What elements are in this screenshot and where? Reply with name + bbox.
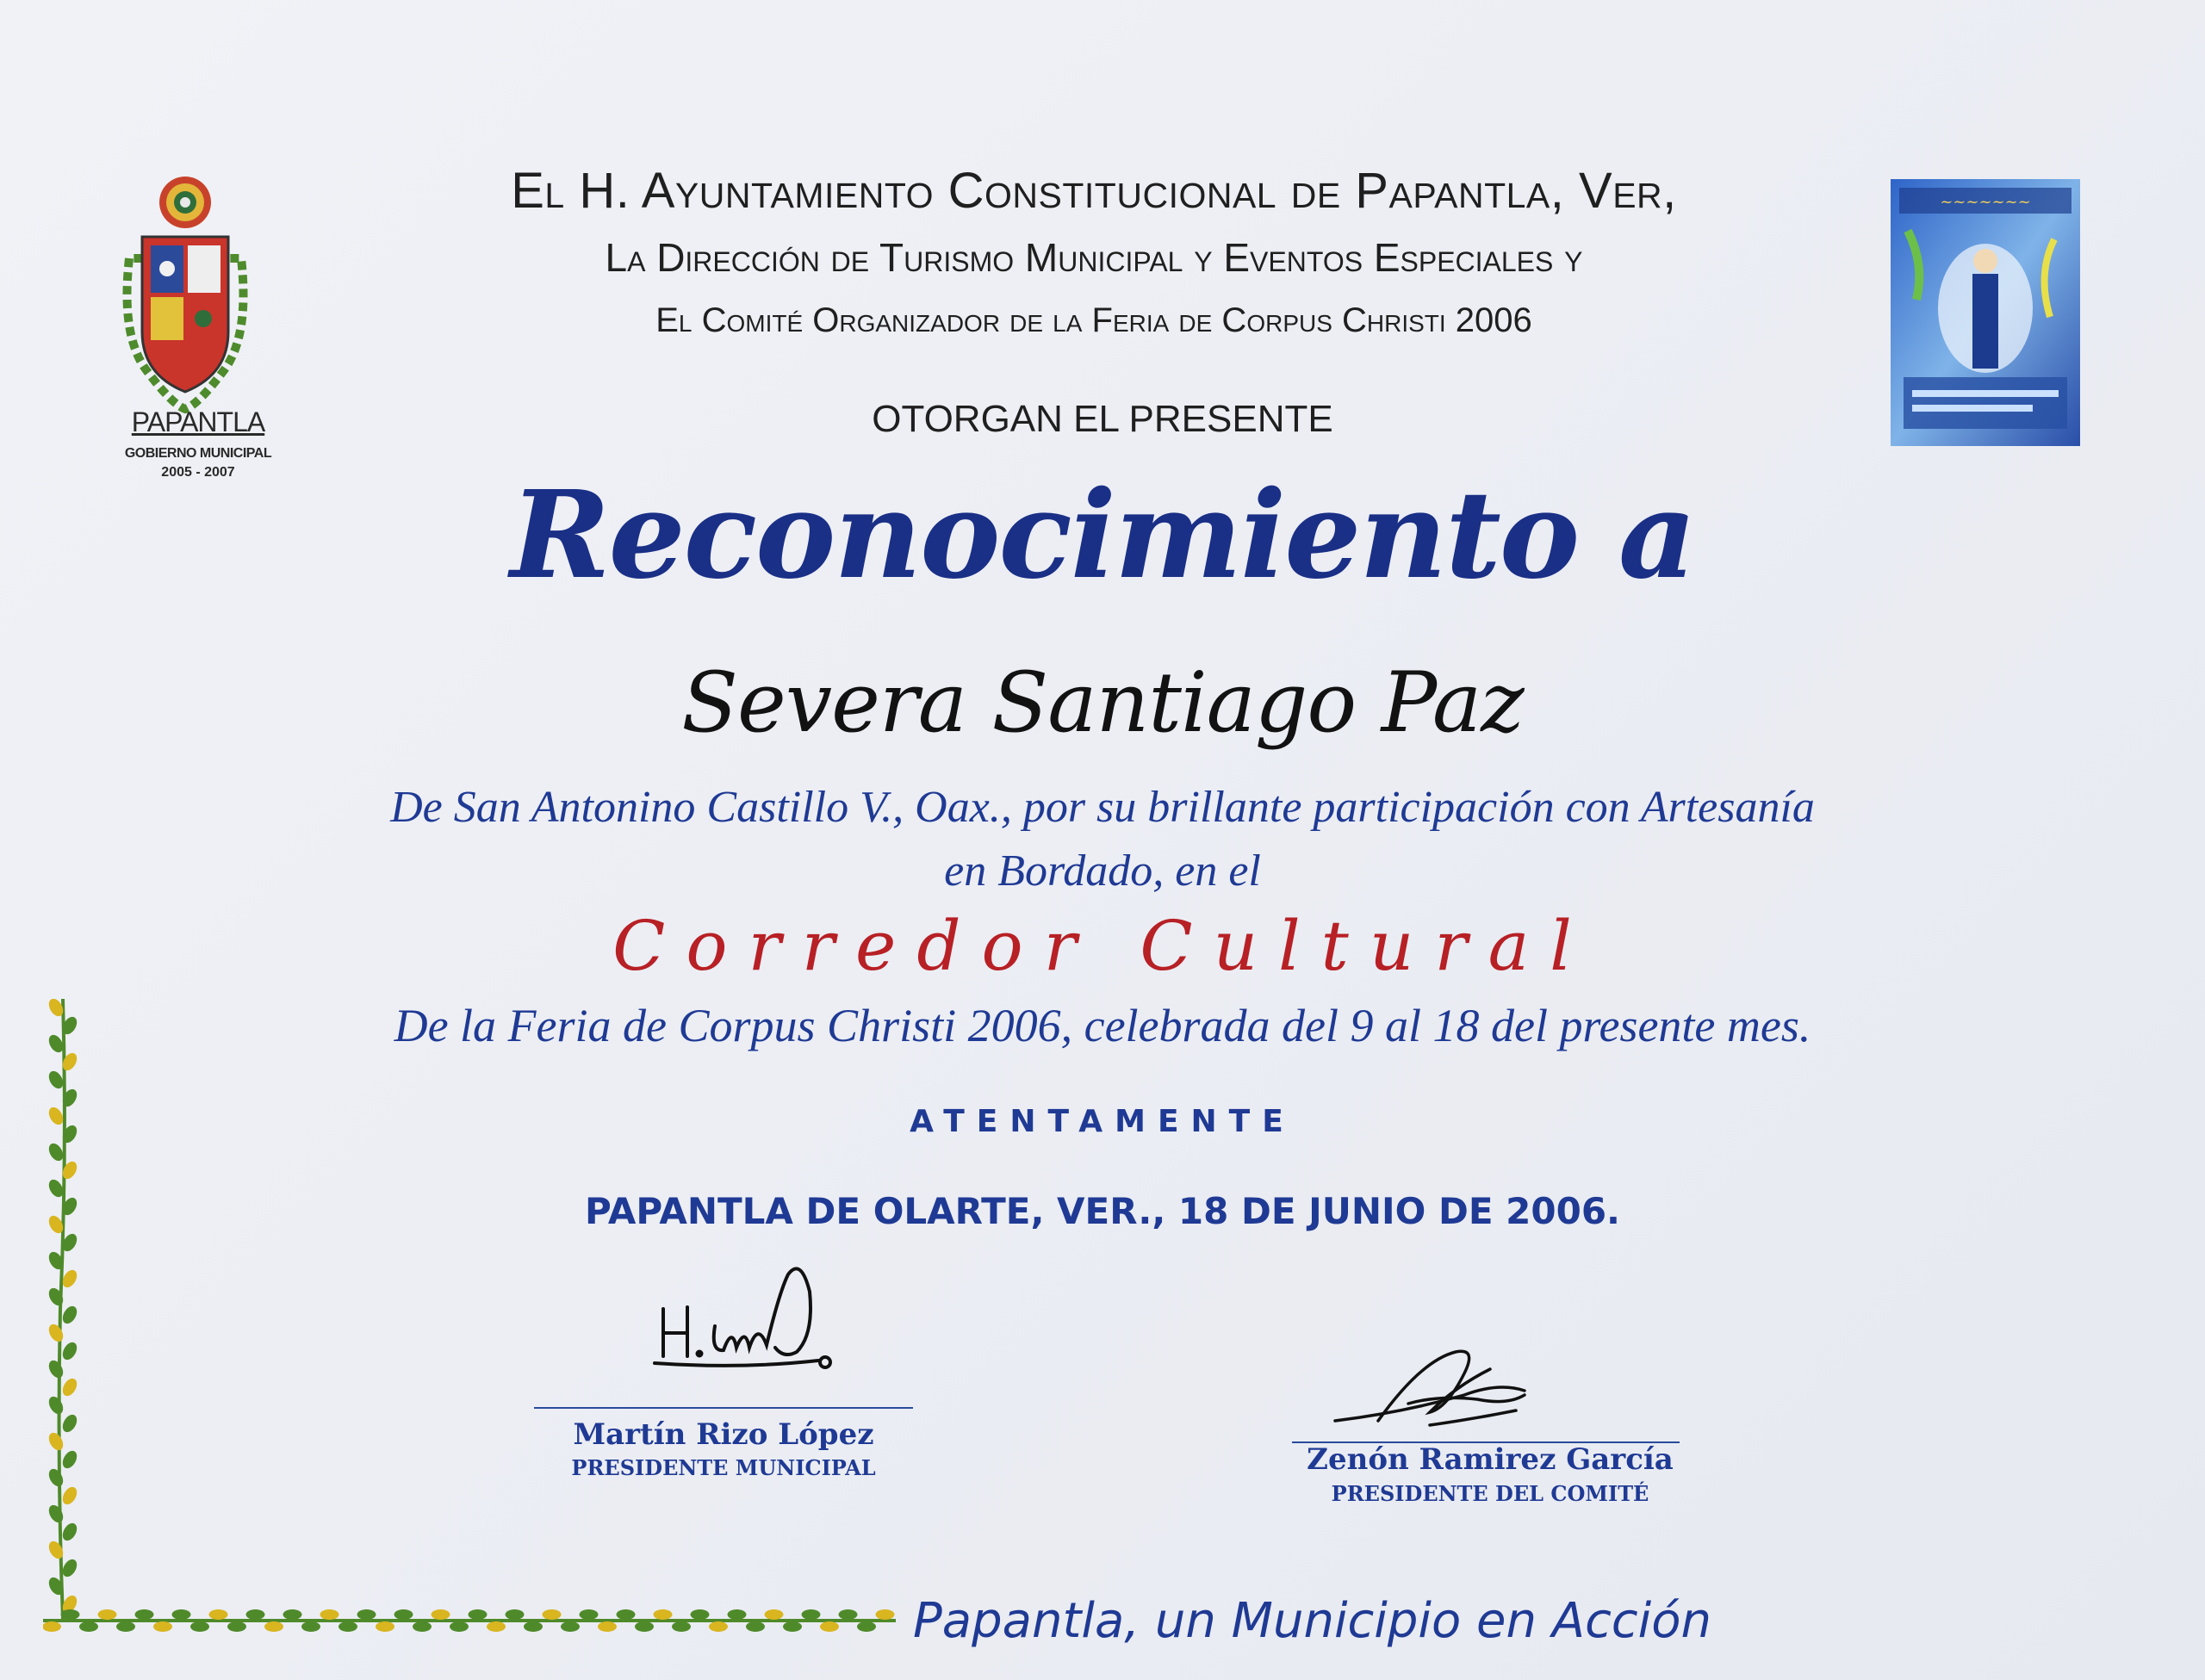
- signatory-1-title: PRESIDENTE MUNICIPAL: [571, 1455, 876, 1480]
- seal-years: 2005 - 2007: [161, 465, 235, 480]
- header-line-3: El Comité Organizador de la Feria de Corpus Christi 2006: [655, 301, 1532, 339]
- vertical-vine-border-icon: [41, 999, 84, 1619]
- certificate-title: Reconocimiento a: [510, 465, 1695, 606]
- footer-slogan: Papantla, un Municipio en Acción: [913, 1593, 1711, 1649]
- signature-line-1: [534, 1407, 913, 1409]
- closing-text: ATENTAMENTE: [910, 1104, 1295, 1139]
- description-line-2: en Bordado, en el: [944, 846, 1261, 896]
- place-date: PAPANTLA DE OLARTE, VER., 18 DE JUNIO DE 2006.: [584, 1190, 1621, 1232]
- recipient-name: Severa Santiago Paz: [681, 654, 1524, 751]
- seal-name: PAPANTLA: [131, 406, 265, 437]
- header-line-2: La Dirección de Turismo Municipal y Eventos Especiales y: [605, 235, 1583, 280]
- description-line-3: De la Feria de Corpus Christi 2006, celebrada del 9 al 18 del presente mes.: [394, 1000, 1811, 1051]
- signatory-1-name: Martín Rizo López: [573, 1417, 874, 1452]
- event-name: Corredor Cultural: [612, 906, 1593, 986]
- signatory-2-name: Zenón Ramirez García: [1307, 1442, 1674, 1477]
- horizontal-vine-border-icon: [43, 1603, 896, 1638]
- signature-1-image: [637, 1240, 844, 1386]
- header-line-1: El H. Ayuntamiento Constitucional de Papantla, Ver,: [511, 163, 1677, 219]
- signatory-2-title: PRESIDENTE DEL COMITÉ: [1331, 1481, 1649, 1506]
- signature-2-image: [1326, 1335, 1568, 1447]
- svg-text:~~~~~~~: ~~~~~~~: [1940, 193, 2031, 211]
- seal-subtitle: GOBIERNO MUNICIPAL: [124, 446, 272, 461]
- description-line-1: De San Antonino Castillo V., Oax., por su brillante participación con Artesanía: [390, 783, 1815, 832]
- grant-text: OTORGAN EL PRESENTE: [872, 398, 1333, 440]
